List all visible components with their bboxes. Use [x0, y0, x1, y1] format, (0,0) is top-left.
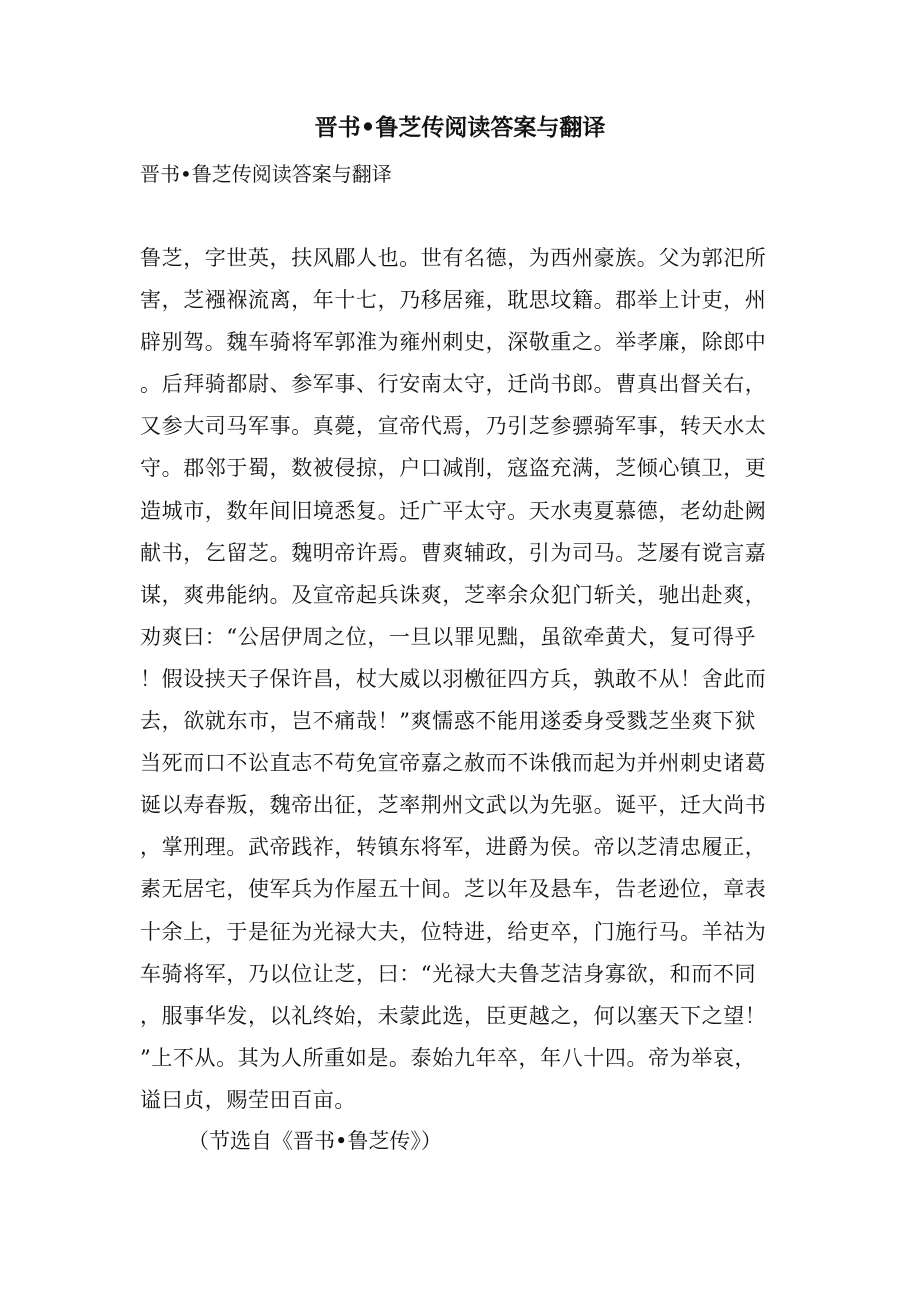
- text-line: 诞以寿春叛，魏帝出征，芝率荆州文武以为先驱。诞平，迁大尚书: [140, 793, 767, 818]
- text-line: 谋，爽弗能纳。及宣帝起兵诛爽，芝率余众犯门斩关，驰出赴爽，: [140, 582, 767, 607]
- classical-text-passage: [140, 237, 780, 1121]
- source-citation: （节选自《晋书•鲁芝传》）: [188, 1129, 442, 1153]
- text-line: 去，欲就东市，岂不痛哉！”爽懦惑不能用遂委身受戮芝坐爽下狱: [140, 709, 757, 734]
- text-line: 献书，乞留芝。魏明帝许焉。曹爽辅政，引为司马。芝屡有谠言嘉: [140, 540, 767, 565]
- text-line: ，服事华发，以礼终始，未蒙此选，臣更越之，何以塞天下之望！: [140, 1003, 767, 1028]
- text-line: 。后拜骑都尉、参军事、行安南太守，迁尚书郎。曹真出督关右，: [140, 372, 767, 397]
- text-line: 害，芝襁褓流离，年十七，乃移居雍，耽思坟籍。郡举上计吏，州: [140, 288, 767, 313]
- text-line: 车骑将军，乃以位让芝，曰：“光禄大夫鲁芝洁身寡欲，和而不同: [140, 961, 757, 986]
- text-line: 素无居宅，使军兵为作屋五十间。芝以年及悬车，告老逊位，章表: [140, 877, 767, 902]
- document-subtitle: 晋书•鲁芝传阅读答案与翻译: [140, 162, 392, 186]
- text-line: 当死而口不讼直志不苟免宣帝嘉之赦而不诛俄而起为并州刺史诸葛: [140, 751, 767, 776]
- text-line: 又参大司马军事。真薨，宣帝代焉，乃引芝参骠骑军事，转天水太: [140, 414, 767, 439]
- text-line: 辟别驾。魏车骑将军郭淮为雍州刺史，深敬重之。举孝廉，除郎中: [140, 330, 767, 355]
- text-line: 十余上，于是征为光禄大夫，位特进，给吏卒，门施行马。羊祜为: [140, 919, 767, 944]
- text-line: ！假设挟天子保许昌，杖大威以羽檄征四方兵，孰敢不从！舍此而: [140, 666, 767, 691]
- document-title: 晋书•鲁芝传阅读答案与翻译: [314, 114, 606, 141]
- text-line: ”上不从。其为人所重如是。泰始九年卒，年八十四。帝为举哀，: [140, 1045, 757, 1070]
- text-line: 守。郡邻于蜀，数被侵掠，户口减削，寇盗充满，芝倾心镇卫，更: [140, 456, 767, 481]
- text-line: 鲁芝，字世英，扶风郿人也。世有名德，为西州豪族。父为郭汜所: [140, 246, 767, 270]
- text-line: ，掌刑理。武帝践祚，转镇东将军，进爵为侯。帝以芝清忠履正，: [140, 835, 767, 860]
- text-line: 造城市，数年间旧境悉复。迁广平太守。天水夷夏慕德，老幼赴阙: [140, 498, 767, 523]
- text-line: 劝爽曰：“公居伊周之位，一旦以罪见黜，虽欲牵黄犬，复可得乎: [140, 624, 757, 649]
- text-line: 谥曰贞，赐茔田百亩。: [140, 1087, 356, 1112]
